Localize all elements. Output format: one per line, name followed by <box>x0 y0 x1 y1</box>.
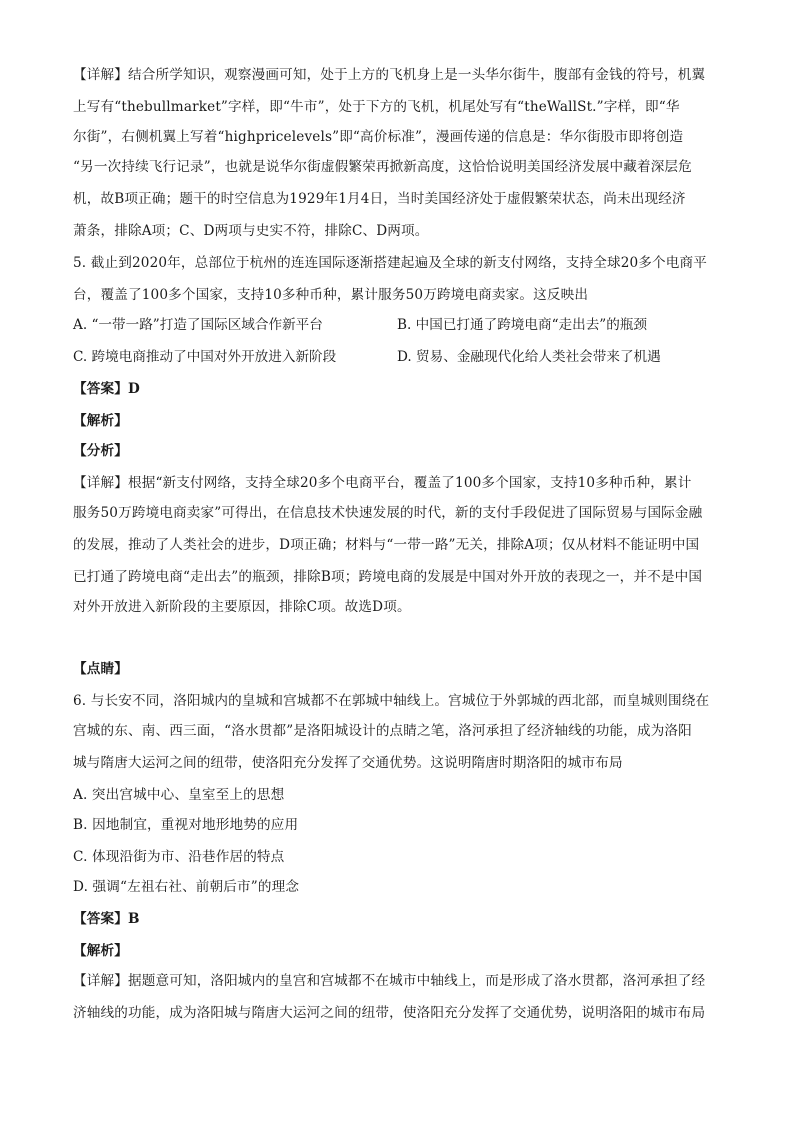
option-b: B. 中国已打通了跨境电商“走出去”的瓶颈 <box>397 317 648 333</box>
question-stem: 城与隋唐大运河之间的纽带，使洛阳充分发挥了交通优势。这说明隋唐时期洛阳的城市布局 <box>73 755 623 771</box>
option-a: A. 突出宫城中心、皇室至上的思想 <box>73 787 285 803</box>
question-stem: 5. 截止到2020年，总部位于杭州的连连国际逐渐搭建起遍及全球的新支付网络，支持全球20多个电商平 <box>73 255 708 271</box>
detail-line: 的发展，推动了人类社会的进步，D项正确；材料与“一带一路”无关，排除A项；仅从材料不能证明中国 <box>73 537 700 553</box>
answer-label: 【答案】D <box>73 381 140 397</box>
answer-label: 【答案】B <box>73 911 140 927</box>
option-d: D. 贸易、金融现代化给人类社会带来了机遇 <box>397 349 661 365</box>
detail-line: 对外开放进入新阶段的主要原因，排除C项。故选D项。 <box>73 599 411 615</box>
detail-line: 服务50万跨境电商卖家”可得出，在信息技术快速发展的时代，新的支付手段促进了国际贸易与国际金融 <box>73 505 703 521</box>
analysis-subheading: 【分析】 <box>73 443 128 459</box>
question-stem: 6. 与长安不同，洛阳城内的皇城和宫城都不在郭城中轴线上。宫城位于外郭城的西北部，而皇城则围绕在 <box>73 693 710 709</box>
explanation-line: 萧条，排除A项；C、D两项与史实不符，排除C、D两项。 <box>73 223 429 239</box>
option-c: C. 体现沿街为市、沿巷作居的特点 <box>73 849 285 865</box>
detail-line: 【详解】据题意可知，洛阳城内的皇宫和宫城都不在城市中轴线上，而是形成了洛水贯都，洛河承担了经 <box>73 973 706 989</box>
explanation-line: 上写有“thebullmarket”字样，即“牛市”，处于下方的飞机，机尾处写有“theWallSt.”字样，即“华 <box>73 99 680 115</box>
option-d: D. 强调“左祖右社、前朝后市”的理念 <box>73 879 300 895</box>
detail-line: 【详解】根据“新支付网络，支持全球20多个电商平台，覆盖了100多个国家，支持10多种币种，累计 <box>73 475 692 491</box>
explanation-line: 尔街”，右侧机翼上写着“highpricelevels”即“高价标准”，漫画传递的信息是：华尔街股市即将创造 <box>73 129 684 145</box>
option-a: A. “一带一路”打造了国际区域合作新平台 <box>73 317 323 333</box>
explanation-line: 机，故B项正确；题干的时空信息为1929年1月4日，当时美国经济处于虚假繁荣状态，尚未出现经济 <box>73 191 686 207</box>
highlight-label: 【点睛】 <box>73 661 128 677</box>
option-c: C. 跨境电商推动了中国对外开放进入新阶段 <box>73 349 337 365</box>
analysis-label: 【解析】 <box>73 943 128 959</box>
explanation-line: 【详解】结合所学知识，观察漫画可知，处于上方的飞机身上是一头华尔街牛，腹部有金钱的符号，机翼 <box>73 67 706 83</box>
explanation-line: “另一次持续飞行记录”，也就是说华尔街虚假繁荣再掀新高度，这恰恰说明美国经济发展中藏着深层危 <box>73 159 692 175</box>
question-stem: 台，覆盖了100多个国家，支持10多种币种，累计服务50万跨境电商卖家。这反映出 <box>73 287 589 303</box>
detail-line: 济轴线的功能，成为洛阳城与隋唐大运河之间的纽带，使洛阳充分发挥了交通优势，说明洛阳的城市布局 <box>73 1005 706 1021</box>
option-b: B. 因地制宜，重视对地形地势的应用 <box>73 817 299 833</box>
question-stem: 宫城的东、南、西三面，“洛水贯都”是洛阳城设计的点睛之笔，洛河承担了经济轴线的功能，成为洛阳 <box>73 723 692 739</box>
detail-line: 已打通了跨境电商“走出去”的瓶颈，排除B项；跨境电商的发展是中国对外开放的表现之一，并不是中国 <box>73 569 703 585</box>
analysis-label: 【解析】 <box>73 413 128 429</box>
